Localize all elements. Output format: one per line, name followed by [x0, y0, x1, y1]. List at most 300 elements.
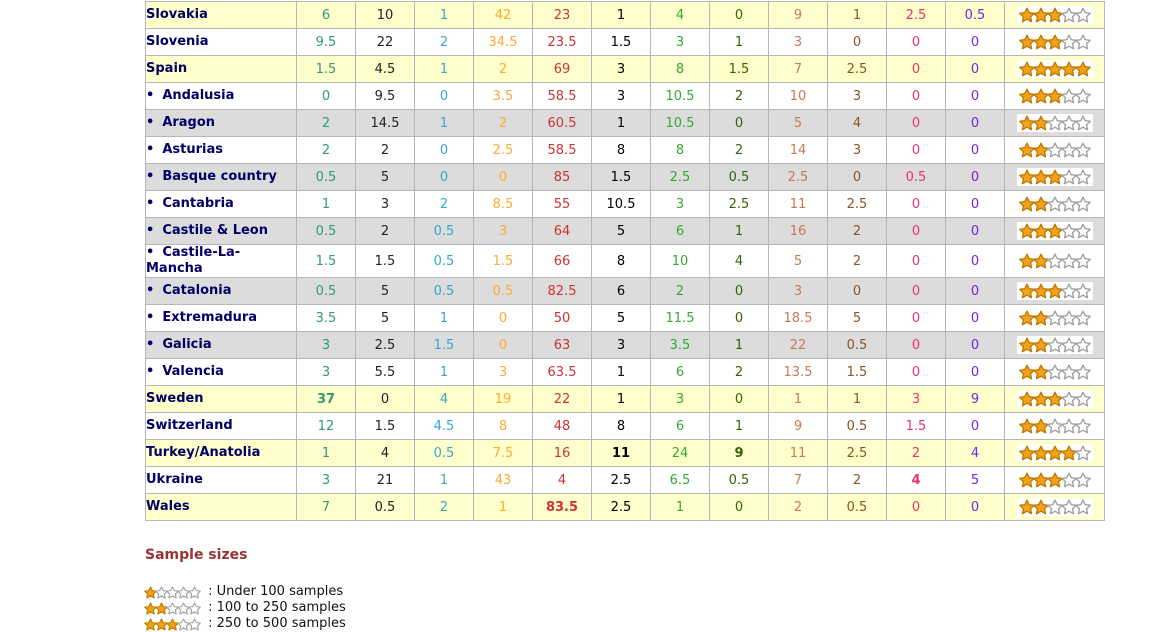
value-cell: 2	[710, 359, 769, 386]
value-cell: 12	[297, 413, 356, 440]
value-cell: 1.5	[356, 245, 415, 278]
value-cell: 48	[533, 413, 592, 440]
value-cell: 83.5	[533, 494, 592, 521]
value-cell: 4	[828, 110, 887, 137]
value-cell: 6	[651, 359, 710, 386]
table-row	[146, 110, 1105, 137]
value-cell: 3.5	[651, 332, 710, 359]
value-cell: 0	[946, 56, 1005, 83]
value-cell: 0.5	[828, 494, 887, 521]
value-cell: 2.5	[828, 56, 887, 83]
value-cell: 2.5	[651, 164, 710, 191]
value-cell: 0.5	[415, 218, 474, 245]
star-empty-icon	[1075, 142, 1091, 158]
value-cell: 11	[769, 191, 828, 218]
star-empty-icon	[1075, 472, 1091, 488]
value-cell: 0.5	[887, 164, 946, 191]
value-cell: 3	[356, 191, 415, 218]
rating-cell	[1005, 83, 1105, 110]
value-cell: 3	[651, 191, 710, 218]
star-empty-icon	[1075, 196, 1091, 212]
region-name: Cantabria	[162, 196, 234, 211]
value-cell: 1	[415, 56, 474, 83]
star-empty-icon	[1075, 499, 1091, 515]
star-empty-icon	[1075, 169, 1091, 185]
value-cell: 5	[592, 218, 651, 245]
legend-rating-stars	[145, 586, 200, 599]
value-cell: 0	[946, 83, 1005, 110]
value-cell: 3	[474, 359, 533, 386]
rating-stars	[1017, 222, 1093, 240]
value-cell: 0.5	[828, 413, 887, 440]
rating-stars	[1017, 417, 1093, 435]
region-name-cell	[146, 164, 297, 191]
region-name: Switzerland	[146, 418, 233, 433]
table-row	[146, 413, 1105, 440]
value-cell: 9	[769, 2, 828, 29]
value-cell: 2	[356, 137, 415, 164]
rating-cell	[1005, 29, 1105, 56]
legend-rating-stars	[145, 618, 200, 631]
value-cell: 2	[651, 278, 710, 305]
rating-cell	[1005, 359, 1105, 386]
value-cell: 37	[297, 386, 356, 413]
value-cell: 1.5	[592, 29, 651, 56]
bullet-icon: •	[146, 364, 155, 379]
bullet-icon: •	[146, 142, 155, 157]
value-cell: 2	[710, 137, 769, 164]
star-empty-icon	[1075, 253, 1091, 269]
table-row	[146, 278, 1105, 305]
value-cell: 1.5	[828, 359, 887, 386]
value-cell: 16	[769, 218, 828, 245]
region-name: Extremadura	[162, 310, 258, 325]
value-cell: 21	[356, 467, 415, 494]
value-cell: 22	[356, 29, 415, 56]
value-cell: 11.5	[651, 305, 710, 332]
region-name: Slovenia	[146, 34, 209, 49]
value-cell: 2	[710, 83, 769, 110]
value-cell: 55	[533, 191, 592, 218]
value-cell: 2.5	[887, 2, 946, 29]
value-cell: 1.5	[887, 413, 946, 440]
region-name-cell	[146, 305, 297, 332]
value-cell: 0	[946, 110, 1005, 137]
value-cell: 3	[592, 83, 651, 110]
value-cell: 1	[415, 467, 474, 494]
value-cell: 0	[887, 494, 946, 521]
value-cell: 1	[651, 494, 710, 521]
value-cell: 5	[769, 110, 828, 137]
value-cell: 0	[946, 305, 1005, 332]
value-cell: 0	[887, 191, 946, 218]
rating-cell	[1005, 56, 1105, 83]
rating-cell	[1005, 305, 1105, 332]
value-cell: 0	[887, 245, 946, 278]
value-cell: 0	[887, 278, 946, 305]
value-cell: 0.5	[474, 278, 533, 305]
region-name: Turkey/Anatolia	[146, 445, 261, 460]
value-cell: 0	[887, 29, 946, 56]
value-cell: 0.5	[828, 332, 887, 359]
value-cell: 1.5	[415, 332, 474, 359]
legend-rating-stars	[145, 602, 200, 615]
rating-stars	[1017, 363, 1093, 381]
value-cell: 0	[710, 386, 769, 413]
region-name-cell	[146, 83, 297, 110]
region-name: Andalusia	[162, 88, 235, 103]
value-cell: 4	[946, 440, 1005, 467]
table-row	[146, 164, 1105, 191]
value-cell: 3	[828, 137, 887, 164]
value-cell: 7	[297, 494, 356, 521]
value-cell: 10	[769, 83, 828, 110]
star-empty-icon	[1075, 391, 1091, 407]
value-cell: 0	[710, 305, 769, 332]
value-cell: 3	[592, 332, 651, 359]
value-cell: 1	[415, 2, 474, 29]
rating-cell	[1005, 494, 1105, 521]
value-cell: 63	[533, 332, 592, 359]
value-cell: 5	[769, 245, 828, 278]
table-row	[146, 332, 1105, 359]
rating-cell	[1005, 332, 1105, 359]
value-cell: 2	[415, 494, 474, 521]
region-name: Basque country	[162, 169, 277, 184]
value-cell: 9	[946, 386, 1005, 413]
value-cell: 1	[710, 332, 769, 359]
star-empty-icon	[1075, 364, 1091, 380]
value-cell: 0	[415, 164, 474, 191]
region-name-cell	[146, 137, 297, 164]
star-empty-icon	[1075, 223, 1091, 239]
value-cell: 2	[297, 110, 356, 137]
value-cell: 0	[946, 278, 1005, 305]
value-cell: 0.5	[356, 494, 415, 521]
value-cell: 0.5	[710, 164, 769, 191]
value-cell: 0	[710, 278, 769, 305]
region-name: Slovakia	[146, 7, 208, 22]
value-cell: 1	[474, 494, 533, 521]
region-name-cell	[146, 218, 297, 245]
value-cell: 1	[592, 386, 651, 413]
bullet-icon: •	[146, 337, 155, 352]
legend-label: : 100 to 250 samples	[204, 600, 346, 615]
value-cell: 14	[769, 137, 828, 164]
region-name-cell	[146, 386, 297, 413]
value-cell: 9	[769, 413, 828, 440]
value-cell: 82.5	[533, 278, 592, 305]
value-cell: 0	[415, 83, 474, 110]
bullet-icon: •	[146, 283, 155, 298]
region-name-cell	[146, 467, 297, 494]
value-cell: 1	[828, 386, 887, 413]
legend-items	[145, 584, 346, 632]
value-cell: 1	[828, 2, 887, 29]
value-cell: 1	[415, 110, 474, 137]
value-cell: 5	[356, 278, 415, 305]
value-cell: 5	[356, 164, 415, 191]
region-name-cell	[146, 278, 297, 305]
region-name-cell	[146, 56, 297, 83]
value-cell: 3	[297, 332, 356, 359]
star-empty-icon	[1075, 418, 1091, 434]
legend-item	[145, 584, 346, 600]
star-empty-icon	[1075, 7, 1091, 23]
value-cell: 1	[710, 413, 769, 440]
region-name-cell	[146, 245, 297, 278]
region-name: Asturias	[162, 142, 223, 157]
value-cell: 22	[533, 386, 592, 413]
value-cell: 66	[533, 245, 592, 278]
value-cell: 5	[356, 305, 415, 332]
value-cell: 0.5	[415, 245, 474, 278]
rating-stars	[1017, 471, 1093, 489]
bullet-icon: •	[146, 196, 155, 211]
star-empty-icon	[188, 618, 201, 631]
region-name-cell	[146, 494, 297, 521]
value-cell: 4.5	[415, 413, 474, 440]
rating-stars	[1017, 309, 1093, 327]
value-cell: 0	[297, 83, 356, 110]
table-row	[146, 29, 1105, 56]
value-cell: 3.5	[474, 83, 533, 110]
value-cell: 0	[356, 386, 415, 413]
star-empty-icon	[1075, 283, 1091, 299]
rating-stars	[1017, 390, 1093, 408]
legend-label: : Under 100 samples	[204, 584, 344, 599]
star-empty-icon	[188, 602, 201, 615]
rating-cell	[1005, 386, 1105, 413]
value-cell: 2	[769, 494, 828, 521]
region-name: Valencia	[162, 364, 224, 379]
rating-cell	[1005, 440, 1105, 467]
rating-cell	[1005, 467, 1105, 494]
value-cell: 42	[474, 2, 533, 29]
table-row	[146, 191, 1105, 218]
rating-cell	[1005, 2, 1105, 29]
value-cell: 0	[887, 218, 946, 245]
value-cell: 60.5	[533, 110, 592, 137]
value-cell: 10.5	[651, 110, 710, 137]
value-cell: 1.5	[474, 245, 533, 278]
value-cell: 4	[651, 2, 710, 29]
rating-stars	[1017, 114, 1093, 132]
value-cell: 7	[769, 56, 828, 83]
value-cell: 11	[592, 440, 651, 467]
value-cell: 2	[356, 218, 415, 245]
value-cell: 9.5	[297, 29, 356, 56]
value-cell: 3	[651, 386, 710, 413]
value-cell: 1.5	[710, 56, 769, 83]
value-cell: 8	[592, 245, 651, 278]
value-cell: 14.5	[356, 110, 415, 137]
value-cell: 10.5	[651, 83, 710, 110]
value-cell: 8	[474, 413, 533, 440]
rating-stars	[1017, 87, 1093, 105]
region-name: Galicia	[162, 337, 212, 352]
value-cell: 3	[297, 359, 356, 386]
value-cell: 6	[651, 413, 710, 440]
table-row	[146, 494, 1105, 521]
stats-table-body	[146, 2, 1105, 521]
value-cell: 58.5	[533, 83, 592, 110]
region-name-cell	[146, 110, 297, 137]
value-cell: 24	[651, 440, 710, 467]
value-cell: 4	[887, 467, 946, 494]
value-cell: 0.5	[297, 164, 356, 191]
rating-stars	[1017, 444, 1093, 462]
value-cell: 0.5	[297, 278, 356, 305]
value-cell: 1	[592, 359, 651, 386]
value-cell: 0	[946, 332, 1005, 359]
region-name: Spain	[146, 61, 188, 76]
table-row	[146, 2, 1105, 29]
value-cell: 0	[946, 218, 1005, 245]
value-cell: 3	[828, 83, 887, 110]
value-cell: 2.5	[828, 440, 887, 467]
value-cell: 2	[474, 56, 533, 83]
value-cell: 0	[710, 110, 769, 137]
value-cell: 0	[887, 137, 946, 164]
region-name-cell	[146, 191, 297, 218]
value-cell: 8	[592, 413, 651, 440]
value-cell: 58.5	[533, 137, 592, 164]
region-name: Aragon	[162, 115, 216, 130]
bullet-icon: •	[146, 88, 155, 103]
legend-item	[145, 616, 346, 632]
value-cell: 34.5	[474, 29, 533, 56]
rating-stars	[1017, 498, 1093, 516]
value-cell: 1.5	[297, 56, 356, 83]
value-cell: 2	[474, 110, 533, 137]
value-cell: 43	[474, 467, 533, 494]
value-cell: 2	[828, 245, 887, 278]
table-row	[146, 218, 1105, 245]
value-cell: 9	[710, 440, 769, 467]
value-cell: 3	[651, 29, 710, 56]
value-cell: 1	[592, 2, 651, 29]
value-cell: 8	[592, 137, 651, 164]
value-cell: 19	[474, 386, 533, 413]
star-empty-icon	[1075, 310, 1091, 326]
table-row	[146, 83, 1105, 110]
value-cell: 50	[533, 305, 592, 332]
value-cell: 10	[356, 2, 415, 29]
rating-cell	[1005, 278, 1105, 305]
table-row	[146, 467, 1105, 494]
value-cell: 0	[710, 494, 769, 521]
value-cell: 2	[415, 191, 474, 218]
value-cell: 0.5	[415, 440, 474, 467]
table-row	[146, 56, 1105, 83]
value-cell: 0	[887, 332, 946, 359]
value-cell: 18.5	[769, 305, 828, 332]
table-row	[146, 359, 1105, 386]
value-cell: 0	[828, 278, 887, 305]
bullet-icon: •	[146, 223, 155, 238]
rating-cell	[1005, 218, 1105, 245]
star-empty-icon	[1075, 88, 1091, 104]
bullet-icon: •	[146, 245, 155, 260]
value-cell: 0.5	[415, 278, 474, 305]
region-name: Wales	[146, 499, 190, 514]
value-cell: 64	[533, 218, 592, 245]
value-cell: 9.5	[356, 83, 415, 110]
value-cell: 1	[297, 191, 356, 218]
bullet-icon: •	[146, 310, 155, 325]
value-cell: 7	[769, 467, 828, 494]
value-cell: 2	[828, 218, 887, 245]
value-cell: 85	[533, 164, 592, 191]
bullet-icon: •	[146, 169, 155, 184]
table-row	[146, 305, 1105, 332]
value-cell: 0	[946, 164, 1005, 191]
value-cell: 0	[474, 164, 533, 191]
value-cell: 3	[769, 278, 828, 305]
value-cell: 3	[769, 29, 828, 56]
rating-stars	[1017, 252, 1093, 270]
value-cell: 6	[651, 218, 710, 245]
legend-title: Sample sizes	[145, 547, 248, 563]
region-name: Sweden	[146, 391, 204, 406]
value-cell: 1.5	[297, 245, 356, 278]
value-cell: 3	[887, 386, 946, 413]
rating-stars	[1017, 6, 1093, 24]
rating-cell	[1005, 164, 1105, 191]
value-cell: 23.5	[533, 29, 592, 56]
value-cell: 4.5	[356, 56, 415, 83]
region-name: Ukraine	[146, 472, 203, 487]
region-name-cell	[146, 413, 297, 440]
table-row	[146, 440, 1105, 467]
value-cell: 0	[946, 137, 1005, 164]
value-cell: 2.5	[769, 164, 828, 191]
rating-stars	[1017, 60, 1093, 78]
value-cell: 0	[828, 29, 887, 56]
rating-cell	[1005, 191, 1105, 218]
value-cell: 8.5	[474, 191, 533, 218]
value-cell: 0	[474, 332, 533, 359]
value-cell: 0	[887, 83, 946, 110]
value-cell: 1.5	[356, 413, 415, 440]
value-cell: 5	[946, 467, 1005, 494]
value-cell: 0	[415, 137, 474, 164]
value-cell: 5	[828, 305, 887, 332]
value-cell: 69	[533, 56, 592, 83]
value-cell: 0	[946, 359, 1005, 386]
rating-stars	[1017, 195, 1093, 213]
region-name-cell	[146, 440, 297, 467]
rating-cell	[1005, 137, 1105, 164]
region-name-cell	[146, 359, 297, 386]
star-empty-icon	[1075, 34, 1091, 50]
star-empty-icon	[1075, 337, 1091, 353]
value-cell: 0	[474, 305, 533, 332]
value-cell: 63.5	[533, 359, 592, 386]
value-cell: 22	[769, 332, 828, 359]
table-row	[146, 245, 1105, 278]
value-cell: 6.5	[651, 467, 710, 494]
value-cell: 0	[887, 305, 946, 332]
star-filled-icon	[1075, 61, 1091, 77]
value-cell: 0.5	[710, 467, 769, 494]
star-empty-icon	[1075, 115, 1091, 131]
value-cell: 6	[592, 278, 651, 305]
value-cell: 13.5	[769, 359, 828, 386]
value-cell: 1	[297, 440, 356, 467]
table-row	[146, 386, 1105, 413]
